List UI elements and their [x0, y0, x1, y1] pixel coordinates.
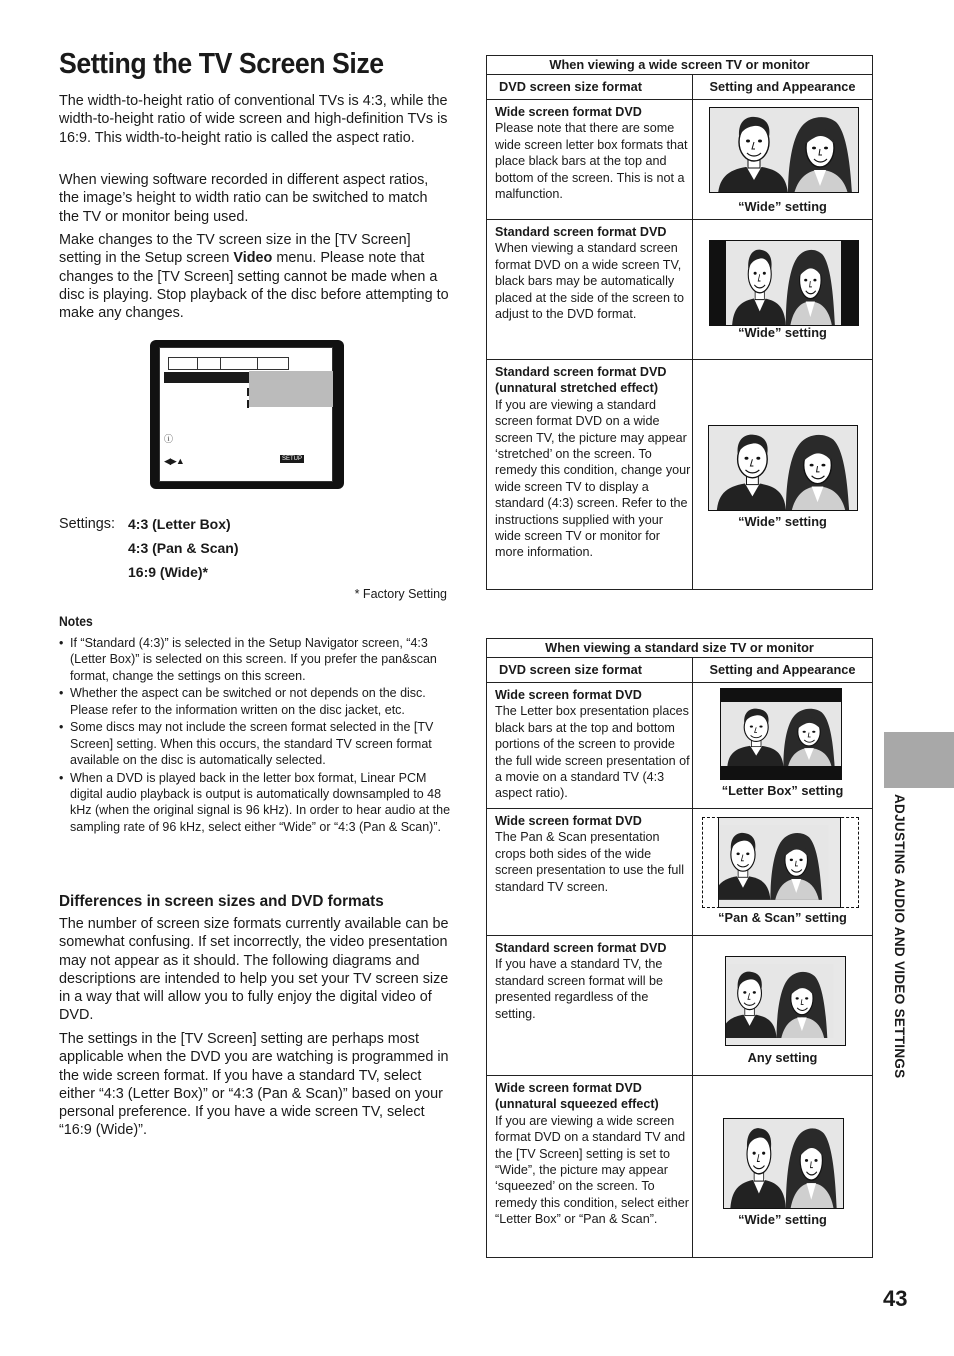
appearance-cell	[693, 360, 872, 589]
tv-illustration	[720, 688, 842, 780]
appearance-caption: “Pan & Scan” setting	[718, 910, 847, 925]
column-header: DVD screen size format	[487, 658, 693, 682]
appearance-caption: “Wide” setting	[738, 325, 827, 340]
wide-screen-table	[486, 55, 873, 590]
table-header-row	[487, 75, 872, 100]
appearance-caption: “Wide” setting	[738, 199, 827, 214]
table-title: When viewing a wide screen TV or monitor	[487, 56, 872, 75]
page-title: Setting the TV Screen Size	[59, 48, 384, 80]
couple-image	[719, 818, 840, 907]
settings-label: Settings:	[59, 516, 115, 532]
intro-paragraph-3: Make changes to the TV screen size in the [TV Screen] setting in the Setup screen Video menu. Please note that changes to the [TV Screen] setting cannot be made when a disc is playing. Stop playback of the disc before attempting to make any changes.	[59, 232, 449, 322]
intro-paragraph-1: The width-to-height ratio of conventional TVs is 4:3, while the width-to-height ratio of wide screen and high-definition TVs is 16:9. This width-to-height ratio is called the aspect ratio.	[59, 93, 448, 146]
couple-image	[726, 957, 845, 1045]
menu-marker	[247, 388, 249, 396]
table-row	[487, 220, 872, 360]
couple-image	[721, 702, 841, 766]
appearance-caption: “Letter Box” setting	[721, 783, 844, 798]
intro-paragraph-2: When viewing software recorded in different aspect ratios, the image’s height to width ratio can be switched to match the TV or monitor being used.	[59, 172, 429, 225]
setting-option: 16:9 (Wide)*	[128, 564, 209, 580]
appearance-cell	[693, 220, 872, 359]
list-item: • Whether the aspect can be switched or not depends on the disc. Please refer to the information written on the disc jacket, etc.	[59, 686, 426, 717]
row-description: Wide screen format DVD The Letter box presentation places black bars at the top and bottom portions of the screen to provide the full wide screen presentation of a movie on a standard TV (4:3 aspect ratio).	[487, 683, 693, 808]
table-title: When viewing a standard size TV or monitor	[487, 639, 872, 658]
appearance-cell	[693, 683, 872, 808]
submenu-panel	[249, 371, 333, 407]
row-description: Standard screen format DVD If you have a standard TV, the standard screen format will be presented regardless of the setting.	[487, 936, 693, 1075]
table-row	[487, 683, 872, 809]
info-icon: ⓘ	[164, 434, 174, 444]
row-description: Standard screen format DVD (unnatural stretched effect) If you are viewing a standard screen format DVD on a wide screen TV, the picture may appear ‘stretched’ on the screen. To remedy this condition, change your wide screen TV to display a standard (4:3) screen. Refer to the instructions supplied with your wide screen TV or monitor for more information.	[487, 360, 693, 589]
table-row	[487, 809, 872, 936]
appearance-cell	[693, 1076, 872, 1257]
setup-tab	[197, 357, 221, 370]
standard-size-table	[486, 638, 873, 1258]
row-description: Standard screen format DVD When viewing a standard screen format DVD on a wide screen TV, black bars may be automatically placed at the side of the screen to adjust to the DVD format.	[487, 220, 693, 359]
column-header: Setting and Appearance	[709, 662, 856, 677]
couple-image	[710, 108, 859, 193]
column-header: Setting and Appearance	[709, 79, 856, 94]
setting-option: 4:3 (Letter Box)	[128, 516, 231, 532]
setup-tab	[257, 357, 289, 370]
table-row	[487, 100, 872, 220]
tv-illustration	[708, 425, 858, 511]
appearance-caption: “Wide” setting	[738, 1212, 827, 1227]
column-header: DVD screen size format	[487, 75, 693, 99]
factory-setting-note: * Factory Setting	[354, 587, 447, 601]
differences-paragraph-2: The settings in the [TV Screen] setting are perhaps most applicable when the DVD you are watching is programmed in the wide screen format. If you have a standard TV, select either “4:3 (Letter Box)” or “4:3 (Pan & Scan)” based on your personal preference. If you have a wide screen TV, select “16:9 (Wide)”.	[59, 1031, 449, 1139]
appearance-cell	[693, 936, 872, 1075]
notes-list	[59, 635, 451, 837]
menu-highlight	[164, 372, 250, 383]
setup-screen-illustration	[150, 340, 344, 489]
couple-image	[709, 426, 857, 510]
couple-image	[724, 1119, 843, 1208]
list-item: • When a DVD is played back in the letter box format, Linear PCM digital audio playback is output is automatically downsampled to 48 kHz (when the original signal is 96 kHz). In order to hear audio at the sampling rate of 96 kHz, select either “Wide” or “4:3 (Pan & Scan)”.	[59, 770, 451, 834]
row-description: Wide screen format DVD Please note that there are some wide screen letter box formats that place black bars at the top and bottom of the screen. This is not a malfunction.	[487, 100, 693, 219]
setup-tab	[168, 357, 198, 370]
section-heading: Differences in screen sizes and DVD formats	[59, 893, 384, 910]
table-row	[487, 1076, 872, 1257]
couple-image	[726, 241, 841, 325]
page-number: 43	[883, 1286, 908, 1311]
table-row	[487, 936, 872, 1076]
tv-illustration	[725, 956, 846, 1046]
setup-badge: SETUP	[282, 456, 303, 462]
menu-marker	[247, 400, 249, 408]
table-row	[487, 360, 872, 589]
setting-option: 4:3 (Pan & Scan)	[128, 540, 239, 556]
chapter-tab	[884, 732, 954, 788]
list-item: • Some discs may not include the screen format selected in the [TV Screen] setting. When this occurs, the standard TV screen format available on the disc is automatically selected.	[59, 720, 434, 768]
appearance-caption: Any setting	[747, 1050, 818, 1065]
notes-title: Notes	[59, 614, 93, 629]
chapter-label: ADJUSTING AUDIO AND VIDEO SETTINGS	[892, 794, 907, 1079]
tv-illustration	[709, 240, 859, 326]
tv-illustration	[718, 817, 841, 908]
tv-illustration	[709, 107, 859, 193]
appearance-cell	[693, 100, 872, 219]
differences-paragraph-1: The number of screen size formats currently available can be somewhat confusing. If set incorrectly, the video presentation may not appear as it should. The following diagrams and descriptions are intended to help you set your TV screen size in a way that will allow you to fully enjoy the digital video of DVD.	[59, 916, 449, 1024]
row-description: Wide screen format DVD The Pan & Scan presentation crops both sides of the wide screen presentation to use the full standard TV screen.	[487, 809, 693, 935]
tv-illustration	[723, 1118, 844, 1209]
setup-tab	[220, 357, 258, 370]
row-description: Wide screen format DVD (unnatural squeezed effect) If you are viewing a wide screen format DVD on a standard TV and the [TV Screen] setting is set to “Wide”, the picture may appear ‘squeezed’ on the screen. To remedy this condition, select either “Letter Box” or “Pan & Scan”.	[487, 1076, 693, 1257]
appearance-caption: “Wide” setting	[738, 514, 827, 529]
list-item: • If “Standard (4:3)” is selected in the Setup Navigator screen, “4:3 (Letter Box)” is selected on this screen. If you prefer the pan&scan format, change the settings on this screen.	[59, 636, 437, 683]
appearance-cell	[693, 809, 872, 935]
navigation-controls: ◀▶▲	[164, 456, 184, 466]
table-header-row	[487, 658, 872, 683]
setup-screen	[159, 347, 333, 482]
